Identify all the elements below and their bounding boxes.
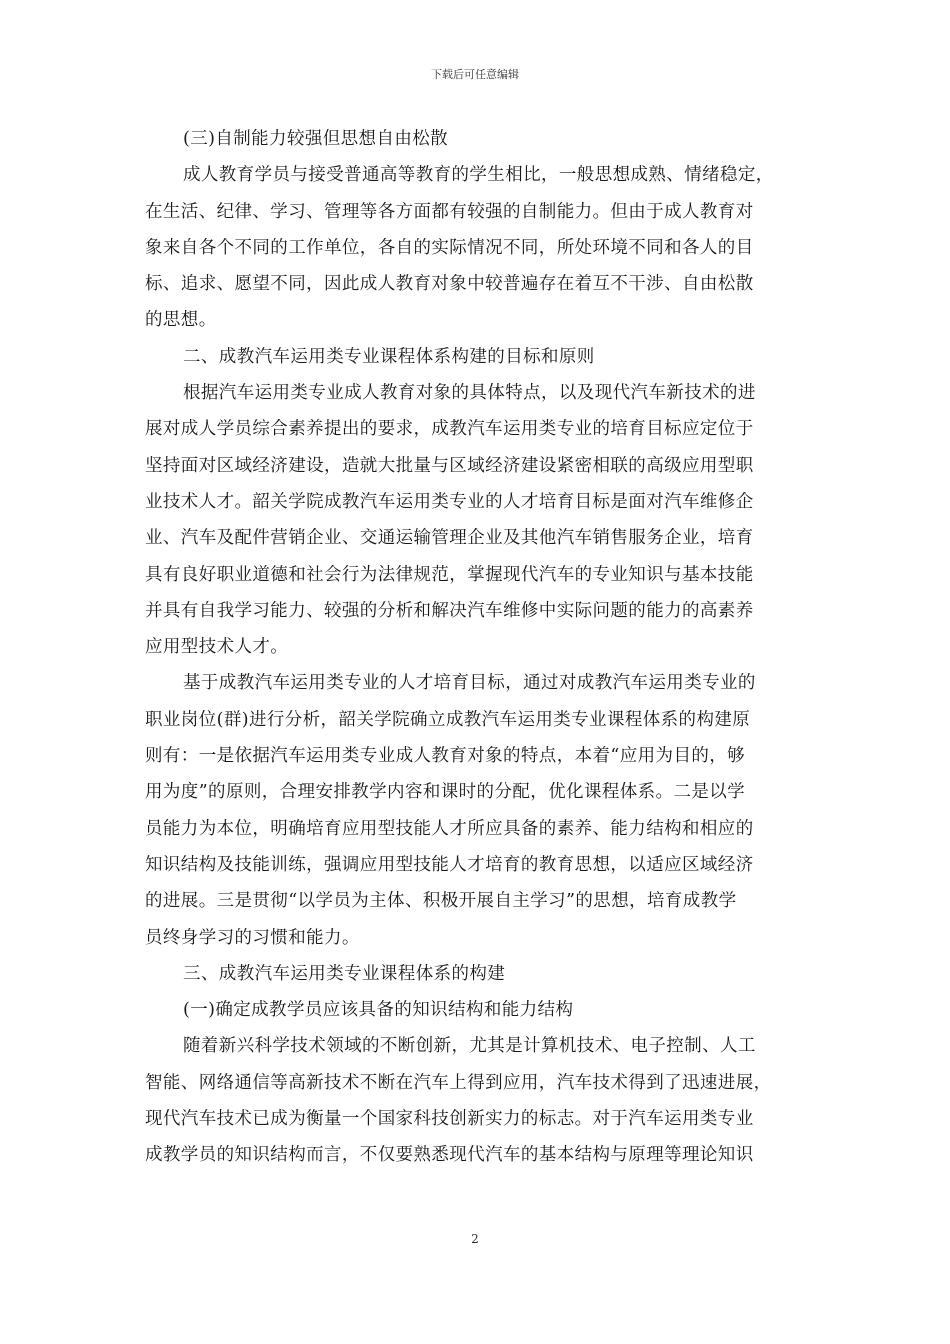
page-number: 2 [471, 1232, 479, 1246]
document-body [145, 121, 815, 1174]
paragraph-line: 并具有自我学习能力、较强的分析和解决汽车维修中实际问题的能力的高素养 [145, 600, 754, 621]
paragraph-line: 用为度”的原则，合理安排教学内容和课时的分配，优化课程体系。二是以学 [145, 782, 746, 803]
section-heading: 二、成教汽车运用类专业课程体系构建的目标和原则 [183, 346, 595, 367]
paragraph-line: 在生活、纪律、学习、管理等各方面都有较强的自制能力。但由于成人教育对 [145, 201, 754, 222]
paragraph-line: 坚持面对区域经济建设，造就大批量与区域经济建设紧密相联的高级应用型职 [145, 455, 754, 476]
paragraph-line: 随着新兴科学技术领域的不断创新，尤其是计算机技术、电子控制、人工 [183, 1036, 756, 1057]
paragraph-line: 具有良好职业道德和社会行为法律规范，掌握现代汽车的专业知识与基本技能 [145, 564, 754, 585]
paragraph-line: 职业岗位(群)进行分析，韶关学院确立成教汽车运用类专业课程体系的构建原 [145, 709, 751, 730]
paragraph-line: 员能力为本位，明确培育应用型技能人才所应具备的素养、能力结构和相应的 [145, 818, 754, 839]
page-header: 下载后可任意编辑 [431, 68, 519, 81]
paragraph-line: 员终身学习的习惯和能力。 [145, 927, 360, 948]
section-heading: (三)自制能力较强但思想自由松散 [183, 129, 449, 149]
paragraph-line: 现代汽车技术已成为衡量一个国家科技创新实力的标志。对于汽车运用类专业 [145, 1109, 754, 1130]
paragraph-line: 标、追求、愿望不同，因此成人教育对象中较普遍存在着互不干涉、自由松散 [145, 274, 754, 295]
paragraph-line: 的进展。三是贯彻“以学员为主体、积极开展自主学习”的思想，培育成教学 [145, 891, 737, 912]
paragraph-line: 根据汽车运用类专业成人教育对象的具体特点，以及现代汽车新技术的进 [183, 383, 756, 404]
paragraph-line: 的思想。 [145, 310, 217, 331]
paragraph-line: 业技术人才。韶关学院成教汽车运用类专业的人才培育目标是面对汽车维修企 [145, 491, 754, 512]
paragraph-line: 知识结构及技能训练，强调应用型技能人才培育的教育思想，以适应区域经济 [145, 854, 754, 875]
section-heading: 三、成教汽车运用类专业课程体系的构建 [183, 963, 506, 984]
paragraph-line: 业、汽车及配件营销企业、交通运输管理企业及其他汽车销售服务企业，培育 [145, 528, 754, 549]
paragraph-line: 智能、网络通信等高新技术不断在汽车上得到应用，汽车技术得到了迅速进展， [145, 1072, 772, 1093]
paragraph-line: 成人教育学员与接受普通高等教育的学生相比，一般思想成熟、情绪稳定， [183, 165, 774, 186]
paragraph-line: 成教学员的知识结构而言，不仅要熟悉现代汽车的基本结构与原理等理论知识 [145, 1145, 754, 1166]
paragraph-line: 展对成人学员综合素养提出的要求，成教汽车运用类专业的培育目标应定位于 [145, 419, 754, 440]
paragraph-line: 应用型技术人才。 [145, 637, 289, 658]
paragraph-line: 则有：一是依据汽车运用类专业成人教育对象的特点，本着“应用为目的，够 [145, 746, 746, 767]
paragraph-line: 象来自各个不同的工作单位，各自的实际情况不同，所处环境不同和各人的目 [145, 237, 754, 258]
section-heading: (一)确定成教学员应该具备的知识结构和能力结构 [183, 1000, 574, 1021]
paragraph-line: 基于成教汽车运用类专业的人才培育目标，通过对成教汽车运用类专业的 [183, 673, 756, 694]
